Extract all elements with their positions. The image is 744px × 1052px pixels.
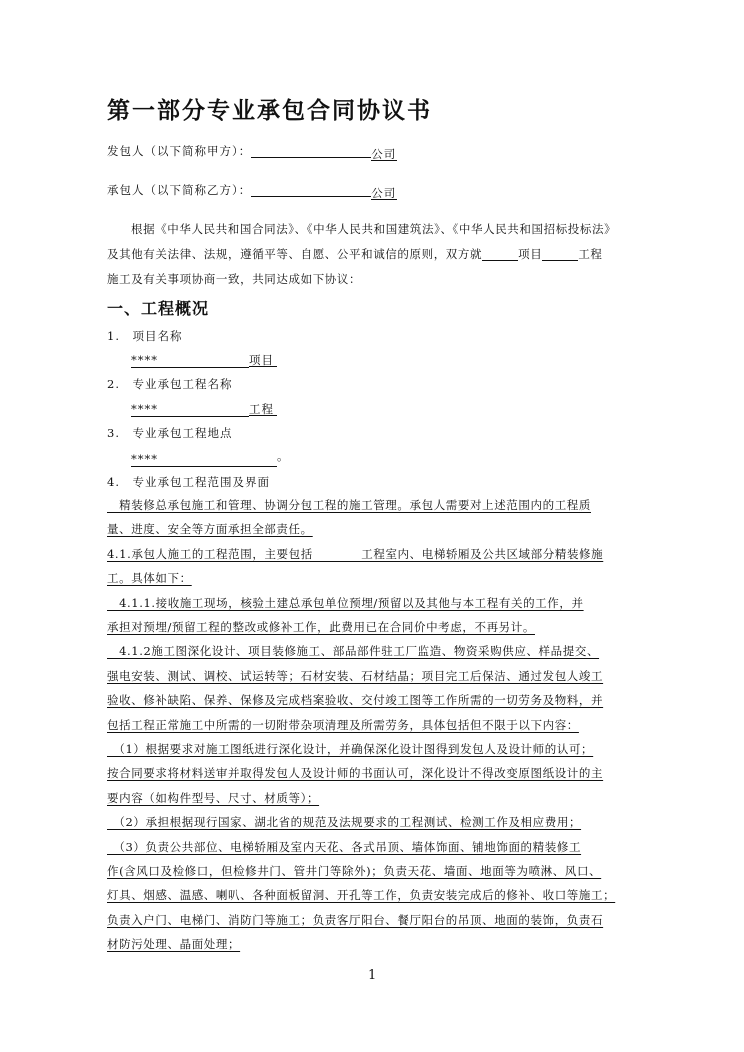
body-line: 负责入户门、电梯门、消防门等施工；负责客厅阳台、餐厅阳台的吊顶、地面的装饰，负责石 <box>107 912 604 927</box>
item-1-value <box>131 350 277 368</box>
body-line: 精装修总承包施工和管理、协调分包工程的施工管理。承包人需要对上述范围内的工程质 <box>107 498 591 512</box>
item-value-prefix: **** <box>131 353 249 368</box>
preamble-engineering: 工程 <box>578 247 603 261</box>
item-4 <box>107 474 270 490</box>
item-label: 项目名称 <box>132 329 183 343</box>
preamble-line-3: 施工及有关事项协商一致，共同达成如下协议： <box>107 272 362 286</box>
item-number: 3. <box>107 426 120 440</box>
body-line: （3）负责公共部位、电梯轿厢及室内天花、各式吊顶、墙体饰面、铺地饰面的精装修工 <box>107 839 582 854</box>
item-label: 专业承包工程范围及界面 <box>132 475 270 489</box>
item-value-suffix: 工程 <box>249 401 277 416</box>
item-1 <box>107 328 182 344</box>
engineering-blank <box>542 246 578 261</box>
preamble-line-2 <box>107 246 655 262</box>
body-line: 4.1.2施工图深化设计、项目装修施工、部品部件驻工厂监造、物资采购供应、样品提交、 <box>107 644 600 659</box>
item-value-prefix: **** <box>131 452 277 467</box>
project-blank <box>482 246 518 261</box>
item-value-prefix: **** <box>131 402 249 417</box>
party-b-suffix: 公司 <box>371 186 397 200</box>
body-line: 要内容（如构件型号、尺寸、材质等）； <box>107 790 320 805</box>
body-line: 灯具、烟感、温感、喇叭、各种面板留洞、开孔等工作，负责安装完成后的修补、收口等施工； <box>107 888 616 903</box>
item-2-value <box>131 399 277 417</box>
body-line: 包括工程正常施工中所需的一切附带杂项清理及所需劳务，具体包括但不限于以下内容： <box>107 717 579 732</box>
body-line: 4.1.1.接收施工现场，核验土建总承包单位预埋/预留以及其他与本工程有关的工作，并 <box>107 595 584 610</box>
item-label: 专业承包工程名称 <box>132 377 233 391</box>
body-line: 量、进度、安全等方面承担全部责任。 <box>107 522 313 537</box>
body-line: 4.1.承包人施工的工程范围，主要包括 工程室内、电梯轿厢及公共区域部分精装修施 <box>107 546 604 561</box>
party-a-label: 发包人（以下简称甲方）： <box>107 144 252 158</box>
item-number: 4. <box>107 475 120 489</box>
body-line: 验收、修补缺陷、保养、保修及完成档案验收、交付竣工图等工作所需的一切劳务及物料，并 <box>107 693 604 708</box>
body-line: 按合同要求将材料送审并取得发包人及设计师的书面认可，深化设计不得改变原图纸设计的主 <box>107 766 604 781</box>
party-b-blank <box>251 182 371 197</box>
body-line: 材防污处理、晶面处理； <box>107 937 241 952</box>
item-2 <box>107 376 232 392</box>
body-line: （1）根据要求对施工图纸进行深化设计，并确保深化设计图得到发包人及设计师的认可； <box>107 742 594 756</box>
item-number: 1. <box>107 329 120 343</box>
item-number: 2. <box>107 377 120 391</box>
party-a-suffix: 公司 <box>371 147 397 161</box>
preamble-line-1: 根据《中华人民共和国合同法》、《中华人民共和国建筑法》、《中华人民共和国招标投标法》 <box>131 222 617 236</box>
body-line: 工。具体如下： <box>107 571 192 586</box>
body-line: 作(含风口及检修口，但检修井门、管井门等除外)；负责天花、墙面、地面等为喷淋、风口、 <box>107 864 602 878</box>
body-line: （2）承担根据现行国家、湖北省的规范及法规要求的工程测试、检测工作及相应费用； <box>107 815 582 830</box>
body-line: 强电安装、测试、调校、试运转等；石材安装、石材结晶；项目完工后保洁、通过发包人竣工 <box>107 668 604 683</box>
item-value-suffix: 。 <box>277 449 290 463</box>
section-heading: 一、工程概况 <box>107 299 210 318</box>
item-label: 专业承包工程地点 <box>132 426 233 440</box>
document-title: 第一部分专业承包合同协议书 <box>107 98 432 124</box>
party-b-line <box>107 182 397 200</box>
page-number: 1 <box>368 968 377 983</box>
preamble-text: 及其他有关法律、法规，遵循平等、自愿、公平和诚信的原则，双方就 <box>107 247 483 261</box>
party-a-line <box>107 143 397 161</box>
item-value-suffix: 项目 <box>249 352 277 367</box>
party-b-label: 承包人（以下简称乙方）： <box>107 183 252 197</box>
body-line: 承担对预埋/预留工程的整改或修补工作，此费用已在合同价中考虑，不再另计。 <box>107 620 535 634</box>
party-a-blank <box>251 143 371 158</box>
preamble-project: 项目 <box>518 247 543 261</box>
item-3-value <box>131 448 290 467</box>
item-3 <box>107 425 232 441</box>
